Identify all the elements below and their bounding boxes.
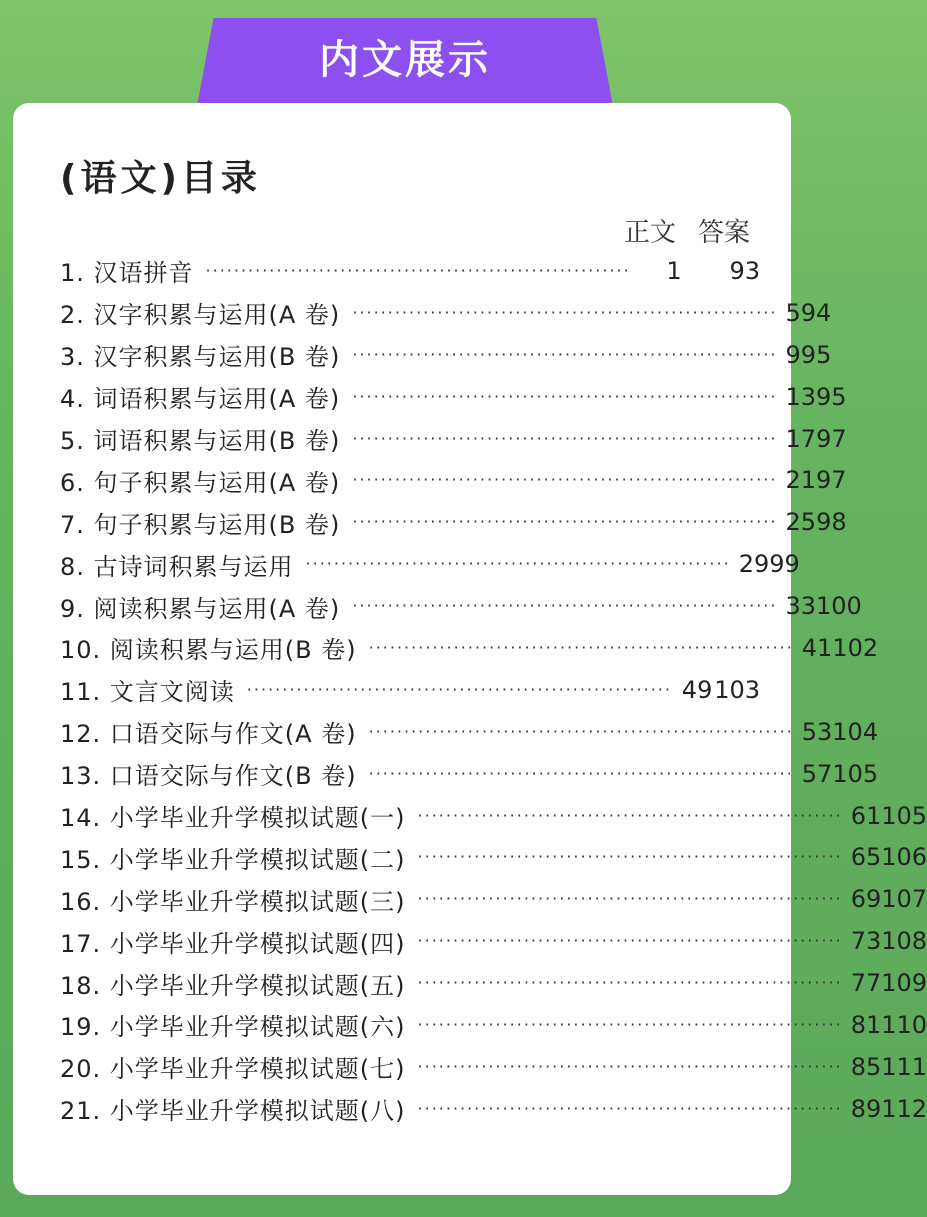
toc-item: [60, 669, 760, 711]
toc-item-page: 69: [850, 885, 882, 914]
toc-leader-dots: ····························································: [246, 679, 672, 699]
toc-item-page: 9: [785, 340, 801, 369]
toc-item-answer-page: 95: [816, 382, 847, 411]
toc-item-label: 16. 小学毕业升学模拟试题(三): [60, 887, 406, 916]
toc-item-answer-page: 98: [816, 508, 847, 537]
toc-item: [60, 920, 927, 962]
toc-item-page: 77: [850, 969, 882, 998]
toc-item-label: 21. 小学毕业升学模拟试题(八): [60, 1097, 406, 1126]
toc-item-label: 12. 口语交际与作文(A 卷): [60, 720, 357, 749]
toc-item-label: 11. 文言文阅读: [60, 678, 235, 707]
toc-item: [60, 711, 879, 753]
toc-item-answer-page: 110: [881, 1010, 927, 1039]
toc-item-page: 57: [801, 759, 833, 788]
toc-item-page: 33: [785, 592, 817, 621]
toc-item-page: 73: [850, 927, 882, 956]
toc-leader-dots: ····························································: [368, 763, 794, 783]
toc-item: [60, 878, 927, 920]
toc-leader-dots: ····························································: [352, 386, 778, 406]
toc-item-label: 15. 小学毕业升学模拟试题(二): [60, 845, 406, 874]
toc-item-label: 8. 古诗词积累与运用: [60, 552, 294, 581]
toc-item: [60, 585, 862, 627]
toc-item-label: 3. 汉字积累与运用(B 卷): [60, 343, 341, 372]
toc-item: [60, 795, 927, 837]
toc-leader-dots: ····························································: [305, 554, 731, 574]
toc-item-answer-page: 107: [881, 885, 927, 914]
toc-item-page: 5: [785, 298, 801, 327]
toc-item-page: 25: [785, 508, 817, 537]
toc-list: [60, 250, 927, 1130]
toc-leader-dots: ····························································: [417, 847, 843, 867]
toc-item-page: 21: [785, 466, 817, 495]
toc-item-label: 19. 小学毕业升学模拟试题(六): [60, 1013, 406, 1042]
toc-item-page: 89: [850, 1094, 882, 1123]
toc-item-label: 6. 句子积累与运用(A 卷): [60, 468, 341, 497]
toc-item-answer-page: 93: [729, 256, 760, 285]
toc-leader-dots: ····························································: [352, 596, 778, 616]
toc-item-label: 9. 阅读积累与运用(A 卷): [60, 594, 341, 623]
toc-item-answer-page: 102: [832, 633, 879, 662]
toc-item-answer-page: 103: [714, 675, 760, 704]
toc-item-answer-page: 108: [881, 927, 927, 956]
toc-item-page: 65: [850, 843, 882, 872]
toc-item: [60, 962, 927, 1004]
toc-item: [60, 627, 879, 669]
banner-title: 内文展示: [319, 37, 491, 83]
toc-item-answer-page: 105: [832, 759, 879, 788]
toc-item-answer-page: 112: [881, 1094, 927, 1123]
toc-leader-dots: ····························································: [417, 889, 843, 909]
toc-item-page: 17: [785, 424, 817, 453]
toc-item-label: 5. 词语积累与运用(B 卷): [60, 427, 341, 455]
toc-item-page: 41: [801, 633, 833, 662]
toc-item: [60, 418, 847, 460]
toc-item-label: 18. 小学毕业升学模拟试题(五): [60, 971, 406, 1000]
toc-item: [60, 459, 847, 501]
toc-item: [60, 753, 879, 795]
toc-item-answer-page: 95: [800, 340, 832, 369]
toc-leader-dots: ····························································: [417, 1014, 843, 1034]
toc-item: [60, 376, 847, 418]
toc-item-page: 81: [850, 1010, 882, 1039]
toc-leader-dots: ····························································: [352, 470, 778, 490]
toc-item-page: 13: [785, 382, 817, 411]
toc-item-answer-page: 104: [832, 717, 879, 746]
toc-item: [60, 836, 927, 878]
toc-item-page: 1: [666, 256, 682, 285]
toc-item: [60, 1046, 927, 1088]
toc-item-label: 20. 小学毕业升学模拟试题(七): [60, 1055, 406, 1084]
toc-leader-dots: ····························································: [368, 637, 794, 657]
toc-item-answer-page: 97: [816, 424, 847, 453]
toc-leader-dots: ····························································: [417, 931, 843, 951]
toc-item-label: 10. 阅读积累与运用(B 卷): [60, 636, 357, 665]
toc-leader-dots: ····························································: [417, 805, 843, 825]
toc-item-page: 61: [850, 801, 882, 830]
toc-item: [60, 501, 847, 543]
toc-item-page: 49: [681, 675, 713, 704]
toc-item-answer-page: 111: [881, 1052, 927, 1081]
toc-item-label: 7. 句子积累与运用(B 卷): [60, 510, 341, 539]
toc-item-answer-page: 105: [881, 801, 927, 830]
toc-leader-dots: ····························································: [352, 428, 778, 448]
toc-item-answer-page: 109: [881, 969, 927, 998]
toc-leader-dots: ····························································: [352, 302, 778, 322]
toc-leader-dots: ····························································: [205, 260, 631, 280]
toc-item: [60, 543, 800, 585]
toc-item-label: 1. 汉语拼音: [60, 259, 194, 288]
toc-item: [60, 250, 760, 292]
column-header-answer: 答案: [698, 218, 751, 248]
toc-leader-dots: ····························································: [417, 1098, 843, 1118]
column-header-text: 正文: [624, 218, 677, 248]
toc-item-answer-page: 100: [816, 592, 862, 621]
toc-item-label: 2. 汉字积累与运用(A 卷): [60, 301, 341, 330]
toc-item-answer-page: 94: [800, 298, 832, 327]
toc-leader-dots: ····························································: [417, 1056, 843, 1076]
toc-item-page: 29: [738, 550, 770, 579]
toc-item-label: 13. 口语交际与作文(B 卷): [60, 762, 357, 791]
toc-item-page: 85: [850, 1052, 882, 1081]
toc-item-answer-page: 97: [816, 466, 847, 495]
toc-item: [60, 1004, 927, 1046]
toc-leader-dots: ····························································: [417, 973, 843, 993]
toc-item-answer-page: 106: [881, 843, 927, 872]
toc-item-label: 14. 小学毕业升学模拟试题(一): [60, 804, 406, 833]
toc-leader-dots: ····························································: [352, 344, 778, 364]
toc-item: [60, 292, 832, 334]
toc-item-label: 17. 小学毕业升学模拟试题(四): [60, 929, 406, 958]
toc-item-answer-page: 99: [769, 550, 800, 579]
toc-item-page: 53: [801, 717, 833, 746]
toc-item: [60, 334, 832, 376]
toc-item-label: 4. 词语积累与运用(A 卷): [60, 385, 341, 414]
toc-title: (语文)目录: [60, 158, 261, 199]
toc-item: [60, 1088, 927, 1130]
toc-leader-dots: ····························································: [352, 512, 778, 532]
toc-leader-dots: ····························································: [368, 721, 794, 741]
